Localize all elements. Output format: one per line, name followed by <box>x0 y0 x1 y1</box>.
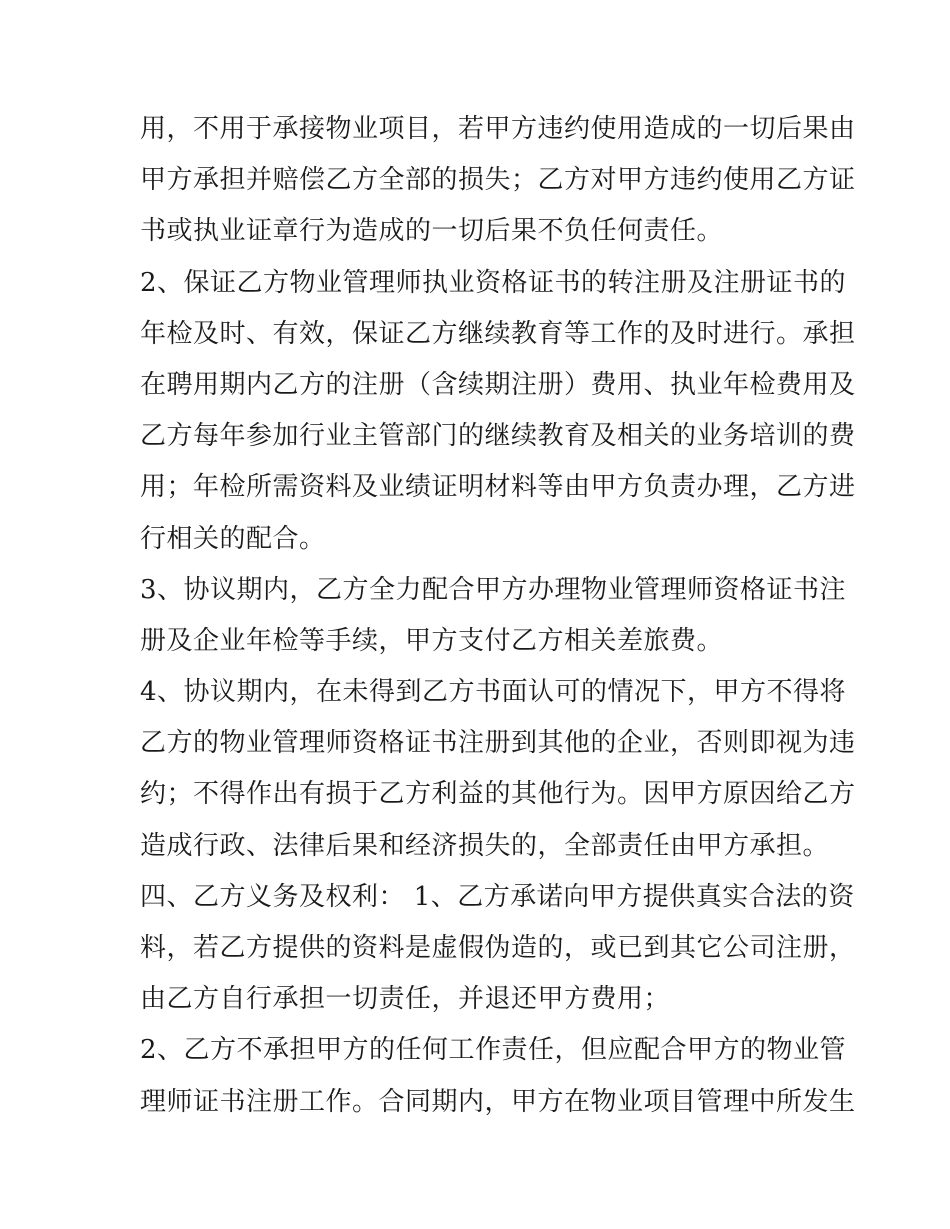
text-line: 料，若乙方提供的资料是虚假伪造的，或已到其它公司注册， <box>140 933 856 963</box>
text-line: 在聘用期内乙方的注册（含续期注册）费用、执业年检费用及 <box>140 369 856 400</box>
document-body <box>140 104 856 1128</box>
text-line: 由乙方自行承担一切责任，并退还甲方费用； <box>140 984 671 1015</box>
text-line: 用，不用于承接物业项目，若甲方违约使用造成的一切后果由 <box>140 114 856 144</box>
text-line: 乙方每年参加行业主管部门的继续教育及相关的业务培训的费 <box>140 421 856 452</box>
text-line: 乙方的物业管理师资格证书注册到其他的企业，否则即视为违 <box>140 728 856 759</box>
text-line: 3、协议期内，乙方全力配合甲方办理物业管理师资格证书注 <box>140 574 847 605</box>
text-line: 年检及时、有效，保证乙方继续教育等工作的及时进行。承担 <box>140 318 856 349</box>
text-line: 理师证书注册工作。合同期内，甲方在物业项目管理中所发生 <box>140 1086 856 1117</box>
text-line: 4、协议期内，在未得到乙方书面认可的情况下，甲方不得将 <box>140 677 847 708</box>
text-line: 书或执业证章行为造成的一切后果不负任何责任。 <box>140 216 724 247</box>
text-line: 四、乙方义务及权利： 1、乙方承诺向甲方提供真实合法的资 <box>140 881 855 912</box>
text-line: 甲方承担并赔偿乙方全部的损失；乙方对甲方违约使用乙方证 <box>140 165 856 196</box>
text-line: 册及企业年检等手续，甲方支付乙方相关差旅费。 <box>140 625 724 656</box>
text-line: 行相关的配合。 <box>140 523 326 554</box>
text-line: 2、保证乙方物业管理师执业资格证书的转注册及注册证书的 <box>140 267 847 298</box>
text-line: 造成行政、法律后果和经济损失的，全部责任由甲方承担。 <box>140 830 830 861</box>
text-line: 2、乙方不承担甲方的任何工作责任，但应配合甲方的物业管 <box>140 1035 847 1066</box>
text-line: 约；不得作出有损于乙方利益的其他行为。因甲方原因给乙方 <box>140 779 856 810</box>
text-line: 用；年检所需资料及业绩证明材料等由甲方负责办理，乙方进 <box>140 472 856 503</box>
